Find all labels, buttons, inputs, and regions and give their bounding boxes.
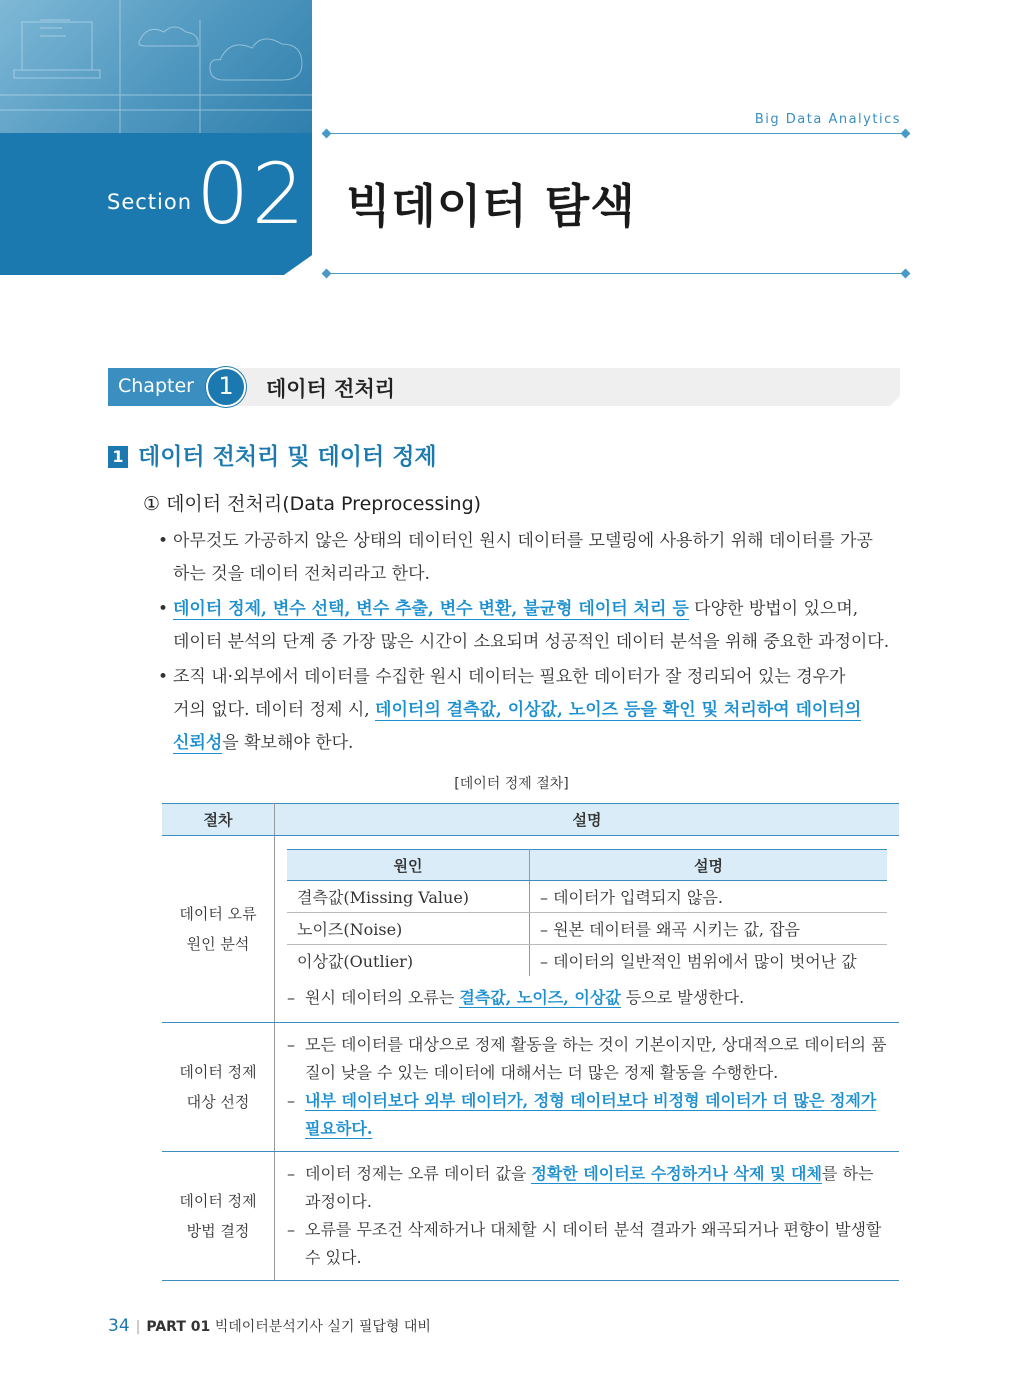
header-desc: 설명 [275, 804, 900, 836]
highlight-text: 내부 데이터보다 외부 데이터가, 정형 데이터보다 비정형 데이터가 더 많은 정제가 필요하다. [305, 1091, 877, 1138]
highlight-text: 정확한 데이터로 수정하거나 삭제 및 대체 [531, 1164, 822, 1183]
cause-desc-cell: – 원본 데이터를 왜곡 시키는 값, 잡음 [530, 913, 888, 945]
table-row [162, 1023, 899, 1152]
bullet-marker: • [158, 599, 169, 619]
bullet-text: 거의 없다. 데이터 정제 시, [173, 700, 376, 720]
cause-note [287, 984, 887, 1012]
table-row [287, 913, 887, 945]
chapter-title: 데이터 전처리 [266, 377, 396, 401]
dash-marker: – [287, 1164, 295, 1183]
chapter-bar [108, 368, 900, 406]
step-cell [162, 1152, 275, 1281]
note-text: 원시 데이터의 오류는 [305, 988, 460, 1007]
cause-desc-header: 설명 [530, 850, 888, 881]
step-cell [162, 836, 275, 1023]
desc-item [287, 1087, 887, 1143]
step-cell [162, 1023, 275, 1152]
step-label: 데이터 정제 [179, 1192, 257, 1210]
chapter-label: Chapter [118, 375, 194, 397]
table-row [162, 836, 899, 1023]
step-label: 방법 결정 [186, 1222, 250, 1240]
subheading: ① 데이터 전처리(Data Preprocessing) [143, 493, 482, 515]
highlight-text: 신뢰성 [173, 733, 223, 753]
bullet-text: 을 확보해야 한다. [222, 733, 354, 753]
desc-cell [275, 1152, 900, 1281]
cause-cell: 결측값(Missing Value) [287, 881, 530, 913]
chapter-number: 1 [206, 367, 246, 407]
desc-item [287, 1031, 887, 1087]
desc-text: 데이터 정제는 오류 데이터 값을 [305, 1164, 532, 1183]
step-label: 대상 선정 [186, 1093, 250, 1111]
highlight-text: 데이터의 결측값, 이상값, 노이즈 등을 확인 및 처리하여 데이터의 [375, 700, 862, 720]
cause-header: 원인 [287, 850, 530, 881]
dash-marker: – [287, 1091, 295, 1110]
bullet-marker: • [158, 667, 169, 687]
note-text: 등으로 발생한다. [620, 988, 745, 1007]
highlight-text: 데이터 정제, 변수 선택, 변수 추출, 변수 변환, 불균형 데이터 처리 등 [173, 599, 689, 619]
title-rule-bottom [326, 273, 906, 274]
bullet-1 [158, 525, 900, 591]
bullet-text: 조직 내·외부에서 데이터를 수집한 원시 데이터는 필요한 데이터가 잘 정리되어 있는 경우가 [173, 667, 846, 687]
table-row [287, 881, 887, 913]
header-image [0, 0, 312, 133]
laptop-cloud-illustration [0, 0, 312, 133]
footer-part: PART 01 [146, 1319, 211, 1335]
page-title: 빅데이터 탐색 [346, 179, 636, 233]
section-number: 02 [196, 145, 307, 243]
table-caption: [데이터 정제 절차] [454, 776, 569, 792]
bullet-text: 데이터 분석의 단계 중 가장 많은 시간이 소요되며 성공적인 데이터 분석을 위해 중요한 과정이다. [173, 632, 890, 652]
running-title: Big Data Analytics [754, 112, 901, 127]
desc-item [287, 1160, 887, 1216]
desc-text: 모든 데이터를 대상으로 정제 활동을 하는 것이 기본이지만, 상대적으로 데이터의 품질이 낮을 수 있는 데이터에 대해서는 더 많은 정제 활동을 수행한다. [305, 1035, 887, 1082]
bullet-text: 다양한 방법이 있으며, [688, 599, 859, 619]
chapter-corner [890, 396, 900, 406]
header-step: 절차 [162, 804, 275, 836]
dash-marker: – [287, 1220, 295, 1239]
cleaning-procedure-table [162, 803, 899, 1281]
table-row [287, 945, 887, 977]
page-footer [108, 1316, 431, 1336]
cause-table [287, 849, 887, 976]
bullet-marker: • [158, 531, 169, 551]
highlight-text: 결측값, 노이즈, 이상값 [459, 988, 621, 1007]
footer-book: 빅데이터분석기사 실기 필답형 대비 [214, 1319, 431, 1335]
cause-cell: 이상값(Outlier) [287, 945, 530, 977]
section-heading-number: 1 [108, 446, 128, 468]
cause-cell: 노이즈(Noise) [287, 913, 530, 945]
desc-cell [275, 836, 900, 1023]
table-row [162, 1152, 899, 1281]
step-label: 원인 분석 [186, 935, 250, 953]
desc-item [287, 1216, 887, 1272]
bullet-3 [158, 661, 900, 760]
desc-text: 를 하는 과정이다. [305, 1164, 874, 1211]
desc-cell [275, 1023, 900, 1152]
step-label: 데이터 오류 [179, 905, 257, 923]
section-heading [108, 438, 437, 471]
cause-desc-cell: – 데이터의 일반적인 범위에서 많이 벗어난 값 [540, 952, 857, 971]
dash-marker: – [287, 1035, 295, 1054]
bullet-text: 아무것도 가공하지 않은 상태의 데이터인 원시 데이터를 모델링에 사용하기 위해 데이터를 가공 [173, 531, 873, 551]
title-rule-top [326, 133, 906, 134]
footer-separator: | [135, 1319, 141, 1335]
bullet-2 [158, 593, 900, 659]
section-label: Section [107, 190, 193, 214]
section-heading-text: 데이터 전처리 및 데이터 정제 [138, 444, 437, 470]
page-number: 34 [108, 1316, 130, 1336]
desc-text: 오류를 무조건 삭제하거나 대체할 시 데이터 분석 결과가 왜곡되거나 편향이 발생할 수 있다. [305, 1220, 882, 1267]
dash-marker: – [287, 988, 295, 1007]
step-label: 데이터 정제 [179, 1063, 257, 1081]
cause-desc-cell: – 데이터가 입력되지 않음. [530, 881, 888, 913]
bullet-text: 하는 것을 데이터 전처리라고 한다. [173, 564, 430, 584]
